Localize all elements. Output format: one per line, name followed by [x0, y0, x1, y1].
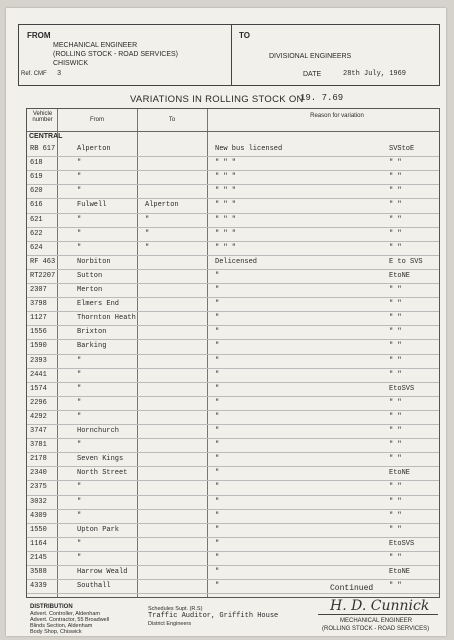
sheet-title-date: 19. 7.69: [300, 93, 344, 103]
cell-reason: ": [215, 384, 220, 393]
cell-vehicle: 1574: [30, 384, 47, 393]
row-rule: [27, 438, 439, 439]
cell-reason: ": [215, 286, 220, 294]
traffic-auditor-line: Traffic Auditor, Griffith House: [148, 612, 279, 620]
cell-vehicle: 3798: [30, 300, 47, 309]
cell-from: ": [77, 356, 82, 365]
cell-code: " ": [389, 356, 402, 365]
to-value: DIVISIONAL ENGINEERS: [269, 53, 352, 60]
cell-reason: ": [215, 553, 220, 562]
distribution-line-3: Blinds Section, Aldenham: [30, 623, 93, 629]
cell-reason: ": [215, 469, 220, 478]
cell-code: EtoNE: [389, 568, 411, 576]
row-rule: [27, 213, 439, 214]
schedules-line: Schedules Supt. (R.S): [148, 606, 203, 612]
cell-vehicle: 1590: [30, 342, 47, 351]
cell-reason: ": [215, 300, 220, 309]
cell-from: Thornton Heath: [77, 314, 136, 323]
cell-reason: " " ": [215, 243, 237, 252]
row-rule: [27, 170, 439, 171]
cell-from: Upton Park: [77, 525, 120, 534]
cell-vehicle: 2441: [30, 370, 47, 379]
cell-vehicle: 616: [30, 201, 43, 210]
variations-table: [26, 108, 440, 598]
cell-to: ": [145, 243, 150, 252]
row-rule: [27, 255, 439, 256]
cell-from: ": [77, 412, 82, 421]
signoff-line-1: MECHANICAL ENGINEER: [340, 618, 413, 624]
cell-from: ": [77, 441, 82, 450]
cell-vehicle: 3588: [30, 568, 47, 576]
cell-from: Southall: [77, 582, 111, 591]
from-line-3: CHISWICK: [53, 60, 88, 67]
cell-reason: ": [215, 342, 220, 351]
row-rule: [27, 466, 439, 467]
cell-from: Elmers End: [77, 300, 120, 309]
cell-vehicle: 2296: [30, 398, 47, 407]
to-label: TO: [239, 31, 250, 40]
from-line-1: MECHANICAL ENGINEER: [53, 42, 138, 49]
cell-to: Alperton: [145, 201, 179, 210]
cell-vehicle: 3032: [30, 497, 47, 506]
row-rule: [27, 184, 439, 185]
row-rule: [27, 495, 439, 496]
cell-reason: ": [215, 441, 220, 450]
cell-code: " ": [389, 300, 402, 309]
cell-from: Sutton: [77, 271, 103, 280]
cell-code: " ": [389, 201, 402, 210]
cell-reason: ": [215, 370, 220, 379]
cell-vehicle: 621: [30, 215, 43, 224]
distribution-line-1: Advert. Controller, Aldenham: [30, 611, 101, 617]
row-rule: [27, 311, 439, 312]
row-rule: [27, 424, 439, 425]
row-rule: [27, 354, 439, 355]
cell-reason: " " ": [215, 187, 237, 196]
cell-vehicle: RF 463: [30, 257, 56, 266]
cell-vehicle: 4292: [30, 412, 47, 421]
ref-label: Ref. CMF: [21, 71, 47, 77]
col-header-to: To: [168, 117, 176, 123]
cell-from: Alperton: [77, 145, 111, 153]
cell-code: " ": [389, 525, 402, 534]
col-header-vehicle: Vehicle number: [32, 111, 53, 123]
cell-code: EtoNE: [389, 469, 411, 478]
cell-from: ": [77, 243, 82, 252]
cell-vehicle: 1127: [30, 314, 47, 323]
cell-reason: Delicensed: [215, 257, 258, 266]
cell-from: ": [77, 384, 82, 393]
cell-reason: ": [215, 582, 220, 591]
cell-from: Hornchurch: [77, 427, 120, 435]
cell-code: EtoSVS: [389, 539, 415, 548]
cell-code: " ": [389, 427, 402, 435]
cell-reason: ": [215, 398, 220, 407]
distribution-label: DISTRIBUTION: [30, 604, 73, 610]
signature-rule: [318, 614, 438, 615]
cell-vehicle: RB 617: [30, 145, 56, 153]
cell-from: ": [77, 173, 82, 182]
cell-from: Harrow Weald: [77, 568, 128, 576]
cell-from: ": [77, 215, 82, 224]
cell-code: " ": [389, 342, 402, 351]
cell-from: ": [77, 553, 82, 562]
cell-code: " ": [389, 286, 402, 294]
cell-vehicle: 619: [30, 173, 43, 182]
header-box: [18, 24, 440, 86]
cell-reason: ": [215, 271, 220, 280]
cell-from: Barking: [77, 342, 107, 351]
cell-vehicle: 624: [30, 243, 43, 252]
cell-from: ": [77, 511, 82, 520]
row-rule: [27, 325, 439, 326]
cell-code: " ": [389, 215, 402, 224]
cell-vehicle: 1164: [30, 539, 47, 548]
cell-from: ": [77, 483, 82, 492]
cell-vehicle: RT2207: [30, 271, 56, 280]
cell-from: ": [77, 159, 82, 168]
signoff-line-2: (ROLLING STOCK - ROAD SERVICES): [322, 626, 430, 632]
cell-from: North Street: [77, 469, 128, 478]
row-rule: [27, 410, 439, 411]
cell-code: " ": [389, 370, 402, 379]
cell-code: " ": [389, 173, 402, 182]
row-rule: [27, 198, 439, 199]
cell-code: " ": [389, 582, 402, 591]
cell-reason: ": [215, 539, 220, 548]
cell-code: EtoNE: [389, 271, 411, 280]
cell-from: Norbiton: [77, 257, 111, 266]
date-label: DATE: [303, 71, 322, 78]
cell-vehicle: 620: [30, 187, 43, 196]
cell-reason: ": [215, 568, 220, 576]
cell-code: " ": [389, 511, 402, 520]
cell-vehicle: 2393: [30, 356, 47, 365]
row-rule: [27, 156, 439, 157]
distribution-line-4: Body Shop, Chiswick: [30, 629, 82, 635]
cell-vehicle: 618: [30, 159, 43, 168]
cell-from: Fulwell: [77, 201, 107, 210]
cell-reason: " " ": [215, 173, 237, 182]
cell-reason: ": [215, 328, 220, 337]
header-divider: [231, 25, 232, 85]
cell-reason: ": [215, 356, 220, 365]
cell-reason: " " ": [215, 159, 237, 168]
cell-from: ": [77, 398, 82, 407]
district-engineers-line: District Engineers: [148, 621, 192, 627]
sheet-title: VARIATIONS IN ROLLING STOCK ON: [130, 94, 304, 105]
header-rule: [27, 131, 439, 132]
row-rule: [27, 339, 439, 340]
cell-vehicle: 2178: [30, 455, 47, 464]
cell-from: ": [77, 370, 82, 379]
cell-from: Seven Kings: [77, 455, 124, 464]
cell-code: " ": [389, 243, 402, 252]
cell-to: ": [145, 229, 150, 238]
cell-from: Brixton: [77, 328, 107, 337]
cell-code: " ": [389, 187, 402, 196]
cell-reason: ": [215, 427, 220, 435]
row-rule: [27, 565, 439, 566]
cell-from: ": [77, 539, 82, 548]
col-header-from: From: [90, 117, 104, 123]
cell-vehicle: 1550: [30, 525, 47, 534]
col-header-reason: Reason for variation: [310, 113, 364, 119]
date-value: 28th July, 1969: [343, 70, 407, 78]
cell-code: " ": [389, 398, 402, 407]
cell-reason: " " ": [215, 201, 237, 210]
cell-reason: ": [215, 483, 220, 492]
cell-reason: " " ": [215, 229, 237, 238]
cell-code: " ": [389, 553, 402, 562]
cell-reason: " " ": [215, 215, 237, 224]
cell-code: " ": [389, 441, 402, 450]
cell-code: " ": [389, 497, 402, 506]
row-rule: [27, 509, 439, 510]
cell-vehicle: 2375: [30, 483, 47, 492]
row-rule: [27, 283, 439, 284]
row-rule: [27, 480, 439, 481]
row-rule: [27, 551, 439, 552]
cell-reason: ": [215, 412, 220, 421]
row-rule: [27, 297, 439, 298]
row-rule: [27, 241, 439, 242]
cell-reason: ": [215, 314, 220, 323]
row-rule: [27, 396, 439, 397]
section-central: CENTRAL: [29, 133, 63, 140]
cell-code: SVStoE: [389, 145, 415, 153]
cell-vehicle: 4339: [30, 582, 47, 591]
row-rule: [27, 452, 439, 453]
cell-code: " ": [389, 412, 402, 421]
cell-from: ": [77, 229, 82, 238]
cell-vehicle: 622: [30, 229, 43, 238]
ref-value: 3: [57, 70, 62, 78]
cell-from: ": [77, 187, 82, 196]
cell-reason: ": [215, 511, 220, 520]
cell-vehicle: 3747: [30, 427, 47, 435]
cell-reason: New bus licensed: [215, 145, 283, 153]
row-rule: [27, 537, 439, 538]
row-rule: [27, 593, 439, 594]
cell-reason: ": [215, 525, 220, 534]
row-rule: [27, 269, 439, 270]
cell-vehicle: 2145: [30, 553, 47, 562]
row-rule: [27, 368, 439, 369]
cell-reason: ": [215, 455, 220, 464]
distribution-line-2: Advert. Contractor, 55 Broadwell: [30, 617, 110, 623]
cell-vehicle: 2307: [30, 286, 47, 294]
row-rule: [27, 227, 439, 228]
cell-code: " ": [389, 455, 402, 464]
cell-code: " ": [389, 328, 402, 337]
cell-to: ": [145, 215, 150, 224]
row-rule: [27, 523, 439, 524]
cell-code: " ": [389, 483, 402, 492]
cell-vehicle: 1556: [30, 328, 47, 337]
cell-from: Merton: [77, 286, 103, 294]
row-rule: [27, 382, 439, 383]
signature: H. D. Cunnick: [330, 598, 430, 614]
cell-vehicle: 4309: [30, 511, 47, 520]
from-line-2: (ROLLING STOCK - ROAD SERVICES): [53, 51, 178, 58]
from-label: FROM: [27, 31, 51, 40]
cell-code: " ": [389, 229, 402, 238]
cell-reason: ": [215, 497, 220, 506]
continued-note: Continued: [330, 584, 374, 593]
cell-vehicle: 2340: [30, 469, 47, 478]
row-rule: [27, 579, 439, 580]
cell-vehicle: 3781: [30, 441, 47, 450]
cell-code: EtoSVS: [389, 384, 415, 393]
cell-code: " ": [389, 159, 402, 168]
cell-code: E to SVS: [389, 257, 423, 266]
cell-code: " ": [389, 314, 402, 323]
cell-from: ": [77, 497, 82, 506]
